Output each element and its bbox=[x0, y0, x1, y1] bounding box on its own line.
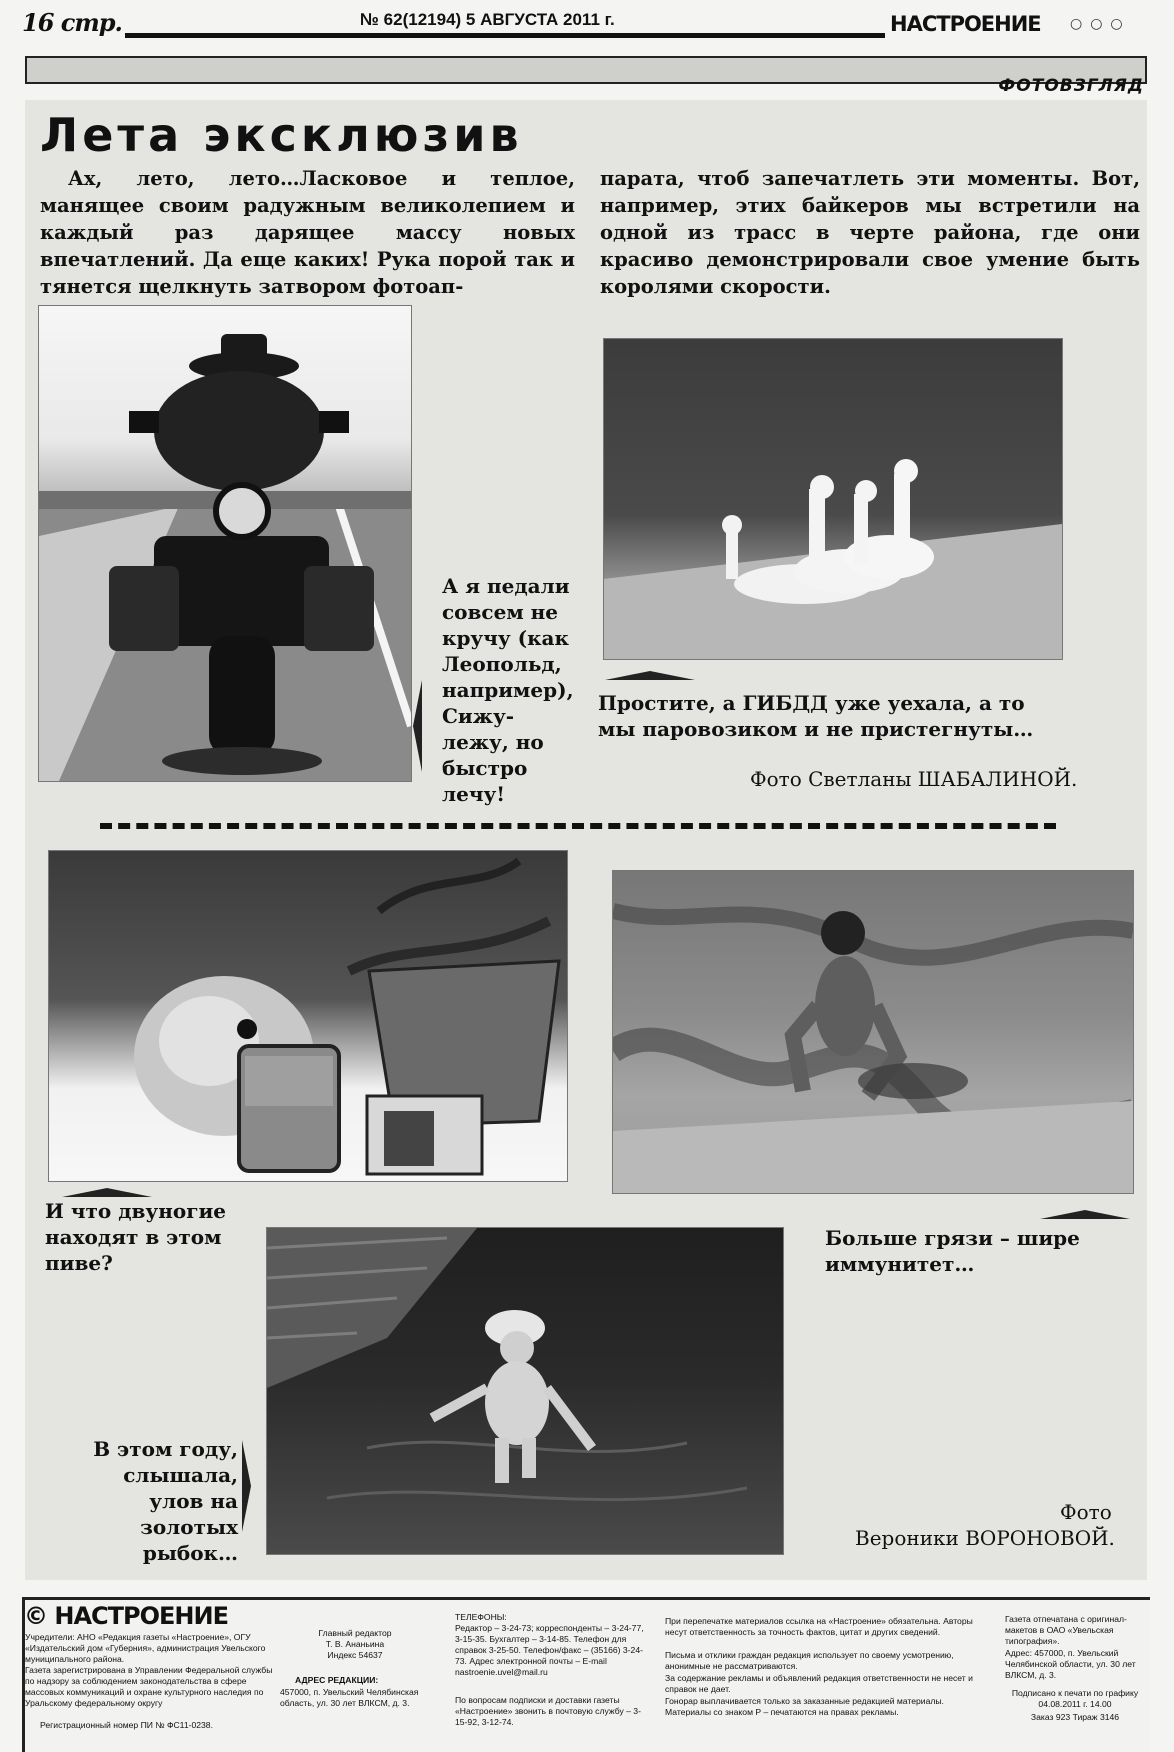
footer-fee: Гонорар выплачивается только за заказанные редакцией материалы. Материалы со знаком Р – печатаются на правах рекламы. bbox=[665, 1696, 944, 1717]
photo-boy bbox=[612, 870, 1134, 1194]
caption-pointer bbox=[242, 1440, 251, 1532]
footer-printed: Газета отпечатана с оригинал-макетов в ОАО «Увельская типография». bbox=[1005, 1614, 1127, 1646]
footer-order: Заказ 923 Тираж 3146 bbox=[1030, 1712, 1120, 1722]
footer-editor-label: Главный редактор bbox=[318, 1628, 392, 1638]
caption-pointer bbox=[605, 671, 695, 680]
section-divider bbox=[100, 823, 1056, 829]
girl-illustration bbox=[267, 1228, 783, 1554]
rubric-label: ФОТОВЗГЛЯД bbox=[998, 76, 1144, 96]
issue-info: № 62(12194) 5 АВГУСТА 2011 г. bbox=[360, 10, 615, 29]
caption-geese: Простите, а ГИБДД уже уехала, а то мы паровозиком и не пристегнуты… bbox=[598, 691, 1034, 741]
footer-brand-text: НАСТРОЕНИЕ bbox=[54, 1602, 228, 1630]
caption-girl: В этом году, слышала, улов на золотых рыбок… bbox=[93, 1437, 238, 1565]
biker-illustration bbox=[39, 306, 411, 781]
caption-pointer bbox=[1040, 1210, 1130, 1219]
caption-pointer bbox=[62, 1188, 152, 1197]
footer-reprint: При перепечатке материалов ссылка на «Настроение» обязательна. Авторы несут ответственность за точность фактов, цитат и других сведений. bbox=[665, 1616, 973, 1637]
photo-hamster bbox=[48, 850, 568, 1182]
newspaper-brand: НАСТРОЕНИЕ bbox=[890, 12, 1041, 36]
footer-reg-number: Регистрационный номер ПИ № ФС11-0238. bbox=[40, 1720, 213, 1730]
footer-printer-address: Адрес: 457000, п. Увельский Челябинской области, ул. 30 лет ВЛКСМ, д. 3. bbox=[1005, 1648, 1136, 1680]
footer-brand bbox=[24, 1602, 228, 1630]
photo-girl bbox=[266, 1227, 784, 1555]
header-dots-ornament: ○○○ bbox=[1070, 16, 1131, 32]
photo-credit-bottom-line2: Вероники ВОРОНОВОЙ. bbox=[855, 1526, 1115, 1550]
caption-biker: А я педали совсем не кручу (как Леопольд, например), Сижу-лежу, но быстро лечу! bbox=[442, 574, 574, 806]
lead-column-1: Ах, лето, лето…Ласковое и теплое, манящее своим радужным великолепием и каждый раз дарящее массу новых впечатлений. Да еще каких! Рука порой так и тянется щелкнуть затвором фотоап- bbox=[40, 167, 575, 298]
article-title: Лета эксклюзив bbox=[40, 108, 523, 162]
boy-illustration bbox=[613, 871, 1133, 1193]
footer-address-label: АДРЕС РЕДАКЦИИ: bbox=[295, 1675, 379, 1685]
footer-founders: Учредители: АНО «Редакция газеты «Настроение», ОГУ «Издательский дом «Губерния», администрация Увельского муниципального района. bbox=[25, 1632, 266, 1664]
footer-index: Индекс 54637 bbox=[327, 1650, 383, 1660]
photo-biker bbox=[38, 305, 412, 782]
caption-pointer bbox=[413, 680, 422, 772]
footer-editor-name: Т. В. Ананьина bbox=[325, 1639, 385, 1649]
footer-ads: За содержание рекламы и объявлений редакция ответственности не несет и справок не дает. bbox=[665, 1673, 973, 1694]
copyright-icon: © bbox=[24, 1602, 47, 1630]
page-number: 16 стр. bbox=[22, 8, 122, 37]
footer-registration: Газета зарегистрирована в Управлении Федеральной службы по надзору за соблюдением законодательства в сфере массовых коммуникаций и охране культурного наследия по Уральскому федеральному округу bbox=[25, 1665, 273, 1708]
caption-hamster: И что двуногие находят в этом пиве? bbox=[45, 1199, 227, 1275]
photo-geese bbox=[603, 338, 1063, 660]
lead-column-2: парата, чтоб запечатлеть эти моменты. Вот, например, этих байкеров мы встретили на одной из трасс в черте района, где они красиво демонстрировали свое умение быть королями скорости. bbox=[600, 167, 1140, 298]
header-rule bbox=[125, 33, 885, 38]
footer-phones-label: ТЕЛЕФОНЫ: bbox=[455, 1612, 507, 1622]
photo-credit-top: Фото Светланы ШАБАЛИНОЙ. bbox=[750, 767, 1078, 791]
hamster-illustration bbox=[49, 851, 567, 1181]
top-bar bbox=[25, 56, 1147, 84]
footer-subscription: По вопросам подписки и доставки газеты «Настроение» звонить в почтовую службу – 3-15-92, 3-12-74. bbox=[455, 1695, 641, 1727]
photo-credit-bottom-line1: Фото bbox=[1060, 1500, 1112, 1524]
caption-boy: Больше грязи – шире иммунитет… bbox=[825, 1226, 1080, 1276]
footer-address: 457000, п. Увельский Челябинская область, ул. 30 лет ВЛКСМ, д. 3. bbox=[280, 1687, 419, 1708]
geese-illustration bbox=[604, 339, 1062, 659]
footer-letters: Письма и отклики граждан редакция использует по своему усмотрению, анонимные не рассматриваются. bbox=[665, 1650, 954, 1671]
footer-phones: Редактор – 3-24-73; корреспонденты – 3-24-77, 3-15-35. Бухгалтер – 3-14-85. Телефон для справок 3-25-50. Телефон/факс – (35166) 3-24-73. Адрес электронной почты – E-mail nastroenie.uvel@mail.ru bbox=[455, 1623, 644, 1677]
footer-signed: Подписано к печати по графику 04.08.2011 г. 14.00 bbox=[1011, 1688, 1139, 1709]
